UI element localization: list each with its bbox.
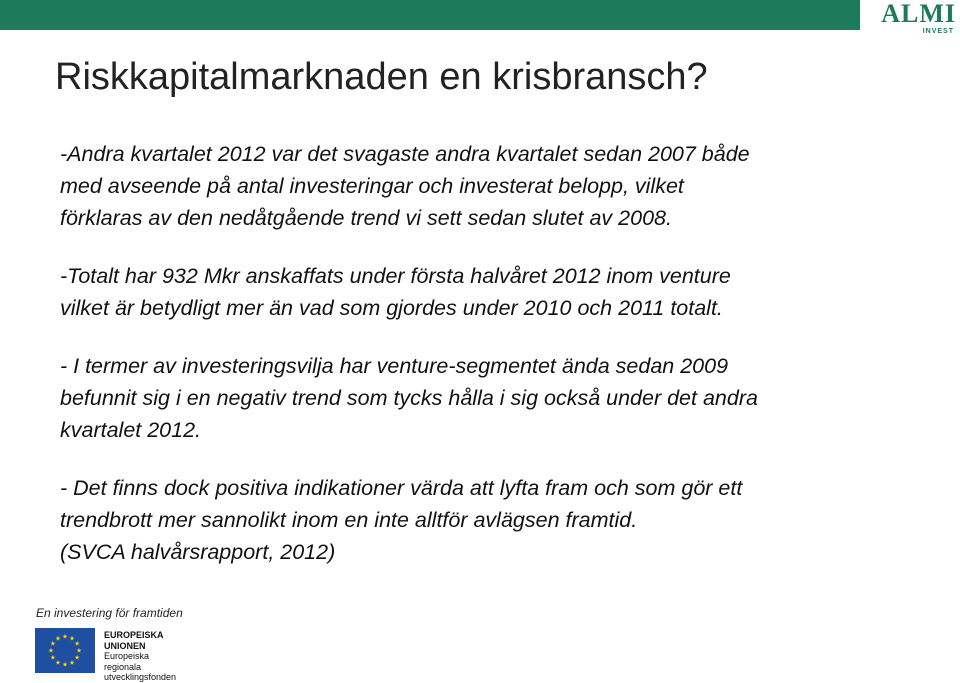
text-line: befunnit sig i en negativ trend som tycks hålla i sig också under det andra xyxy=(60,386,758,410)
eu-line: UNIONEN xyxy=(104,640,146,651)
eu-fund-label xyxy=(104,630,176,683)
logo-sub: INVEST xyxy=(922,28,954,35)
footer-tagline: En investering för framtiden xyxy=(36,606,183,620)
text-line: (SVCA halvårsrapport, 2012) xyxy=(60,540,336,564)
text-line: kvartalet 2012. xyxy=(60,418,202,442)
text-line: vilket är betydligt mer än vad som gjordes under 2010 och 2011 totalt. xyxy=(60,296,723,320)
logo-word: ALMI xyxy=(881,0,956,28)
text-line: med avseende på antal investeringar och investerat belopp, vilket xyxy=(60,174,684,198)
top-banner xyxy=(0,0,860,30)
paragraph-1 xyxy=(60,138,940,234)
text-line: -Totalt har 932 Mkr anskaffats under första halvåret 2012 inom venture xyxy=(60,264,731,288)
text-line: trendbrott mer sannolikt inom en inte alltför avlägsen framtid. xyxy=(60,508,638,532)
paragraph-4 xyxy=(60,472,940,568)
text-line: förklaras av den nedåtgående trend vi sett sedan slutet av 2008. xyxy=(60,206,672,230)
paragraph-3 xyxy=(60,350,940,446)
eu-flag-icon xyxy=(35,628,95,673)
text-line: -Andra kvartalet 2012 var det svagaste andra kvartalet sedan 2007 både xyxy=(60,142,750,166)
eu-line: Europeiska xyxy=(104,651,150,661)
text-line: - I termer av investeringsvilja har venture-segmentet ända sedan 2009 xyxy=(60,354,729,378)
eu-line: utvecklingsfonden xyxy=(104,672,177,682)
eu-line: regionala xyxy=(104,661,142,672)
top-banner-slant xyxy=(830,0,860,30)
page-title: Riskkapitalmarknaden en krisbransch? xyxy=(55,56,708,98)
eu-line: EUROPEISKA xyxy=(104,630,164,640)
text-line: - Det finns dock positiva indikationer värda att lyfta fram och som gör ett xyxy=(60,476,743,500)
almi-invest-logo xyxy=(862,0,960,36)
slide-body xyxy=(60,138,940,594)
paragraph-2 xyxy=(60,260,940,324)
